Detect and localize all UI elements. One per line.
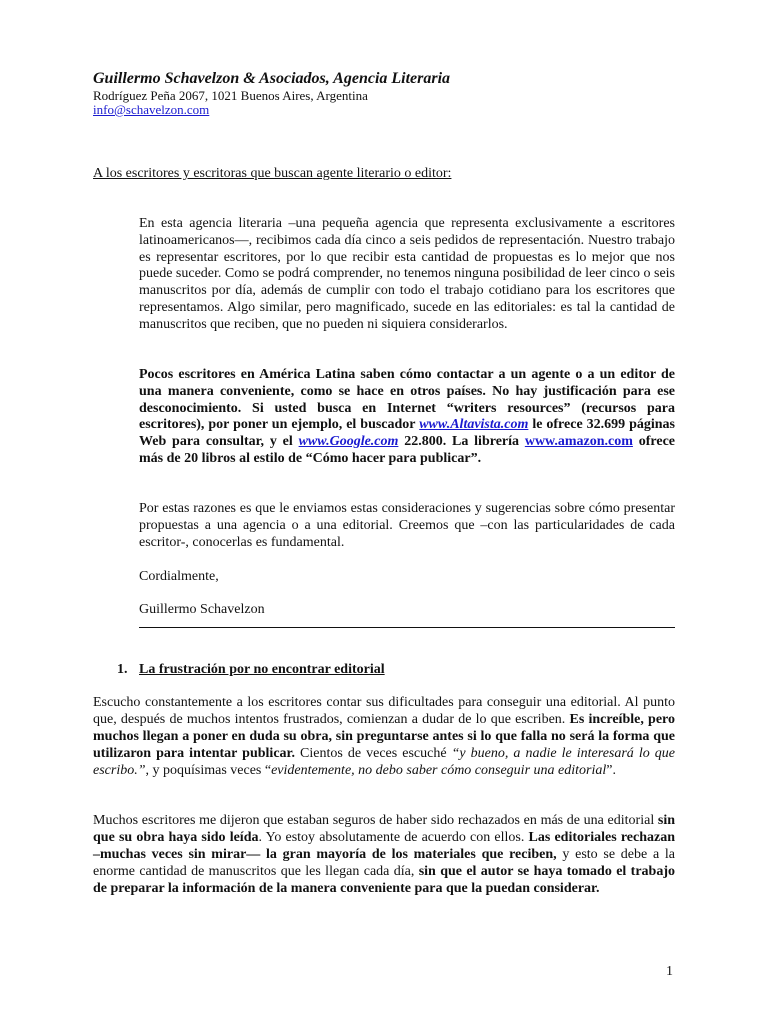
agency-address: Rodríguez Peña 2067, 1021 Buenos Aires, Argentina: [93, 88, 368, 103]
divider: [139, 627, 675, 628]
s1-p1-a: Escucho constantemente a los escritores contar sus dificultades para conseguir una editorial. Al punto que, después de muchos intentos frustrados, comienzan a dudar de lo que escriben.: [93, 695, 675, 727]
s1-p1-e: , y poquísimas veces “: [145, 763, 272, 778]
s1-p1-g: ”.: [606, 763, 616, 778]
section-1-number: 1.: [117, 662, 128, 677]
salutation: A los escritores y escritoras que buscan agente literario o editor:: [93, 166, 452, 181]
s1-p1-d: “y bueno, a nadie le interesará lo que escribo.”: [93, 746, 676, 778]
intro-paragraph-2: [139, 367, 675, 468]
s1-p2-c: . Yo estoy absolutamente de acuerdo con ellos.: [258, 830, 529, 845]
s1-p2-e: y esto se debe a la enorme cantidad de manuscritos que les llegan cada día,: [93, 847, 675, 879]
closing: Cordialmente,: [139, 569, 219, 584]
intro-paragraph-3: [139, 501, 675, 551]
s1-p2-d: Las editoriales rechazan –muchas veces sin mirar— la gran mayoría de los materiales que reciben,: [93, 830, 676, 862]
section-1-paragraph-1: [93, 694, 675, 779]
intro-p3-text: Por estas razones es que le enviamos estas consideraciones y sugerencias sobre cómo presentar propuestas a una agencia o a una editorial. Creemos que –con las particularidades de cada escritor-, conocerlas es fundamental.: [139, 501, 675, 550]
google-link[interactable]: www.Google.com: [298, 434, 399, 450]
s1-p2-f: sin que el autor se haya tomado el trabajo de preparar la información de la manera conveniente para que la puedan considerar.: [93, 864, 675, 896]
intro-p2-text-b: le ofrece 32.699 páginas Web para consultar, y el: [139, 417, 675, 450]
s1-p2-a: Muchos escritores me dijeron que estaban seguros de haber sido rechazados en más de una editorial: [93, 813, 658, 828]
s1-p1-c: Cientos de veces escuché: [294, 746, 452, 761]
agency-title: Guillermo Schavelzon & Asociados, Agencia Literaria: [93, 70, 451, 87]
intro-p2-text-c: 22.800. La librería: [398, 434, 525, 450]
section-1-title: La frustración por no encontrar editorial: [139, 662, 385, 677]
section-1-heading: [117, 662, 385, 678]
amazon-link[interactable]: www.amazon.com: [524, 434, 633, 450]
page-number: 1: [666, 964, 673, 979]
altavista-link[interactable]: www.Altavista.com: [419, 417, 529, 433]
intro-p1-text: En esta agencia literaria –una pequeña agencia que representa exclusivamente a escritores latinoamericanos—, recibimos cada día cinco a seis pedidos de representación. Nuestro trabajo es representar escritores, por lo que recibir esta cantidad de propuestas es lo mejor que nos puede suceder. Como se podrá comprender, no tenemos ninguna posibilidad de leer cinco o seis manuscritos por día, además de cumplir con todo el trabajo cotidiano para los escritores que representamos. Algo similar, pero magnificado, sucede en las editoriales: es tal la cantidad de manuscritos que reciben, que no pueden ni siquiera considerarlos.: [139, 216, 675, 332]
agency-email-link[interactable]: info@schavelzon.com: [93, 102, 210, 117]
intro-p2-text-d: ofrece más de 20 libros al estilo de “Cómo hacer para publicar”.: [139, 434, 676, 466]
intro-paragraph-1: [139, 216, 675, 334]
intro-p2-text-a: Pocos escritores en América Latina saben cómo contactar a un agente o a un editor de una manera conveniente, como se hace en otros países. No hay justificación para ese desconocimiento. Si usted busca en Internet “writers resources” (recursos para escritores), por poner un ejemplo, el buscador: [139, 367, 675, 433]
s1-p1-f: evidentemente, no debo saber cómo conseguir una editorial: [271, 763, 607, 778]
s1-p1-b: Es increíble, pero muchos llegan a poner en duda su obra, sin preguntarse antes si lo que falla no será la forma que utilizaron para intentar publicar.: [93, 712, 676, 761]
section-1-paragraph-2: [93, 812, 675, 897]
s1-p2-b: sin que su obra haya sido leída: [93, 813, 675, 845]
signature: Guillermo Schavelzon: [139, 602, 265, 617]
